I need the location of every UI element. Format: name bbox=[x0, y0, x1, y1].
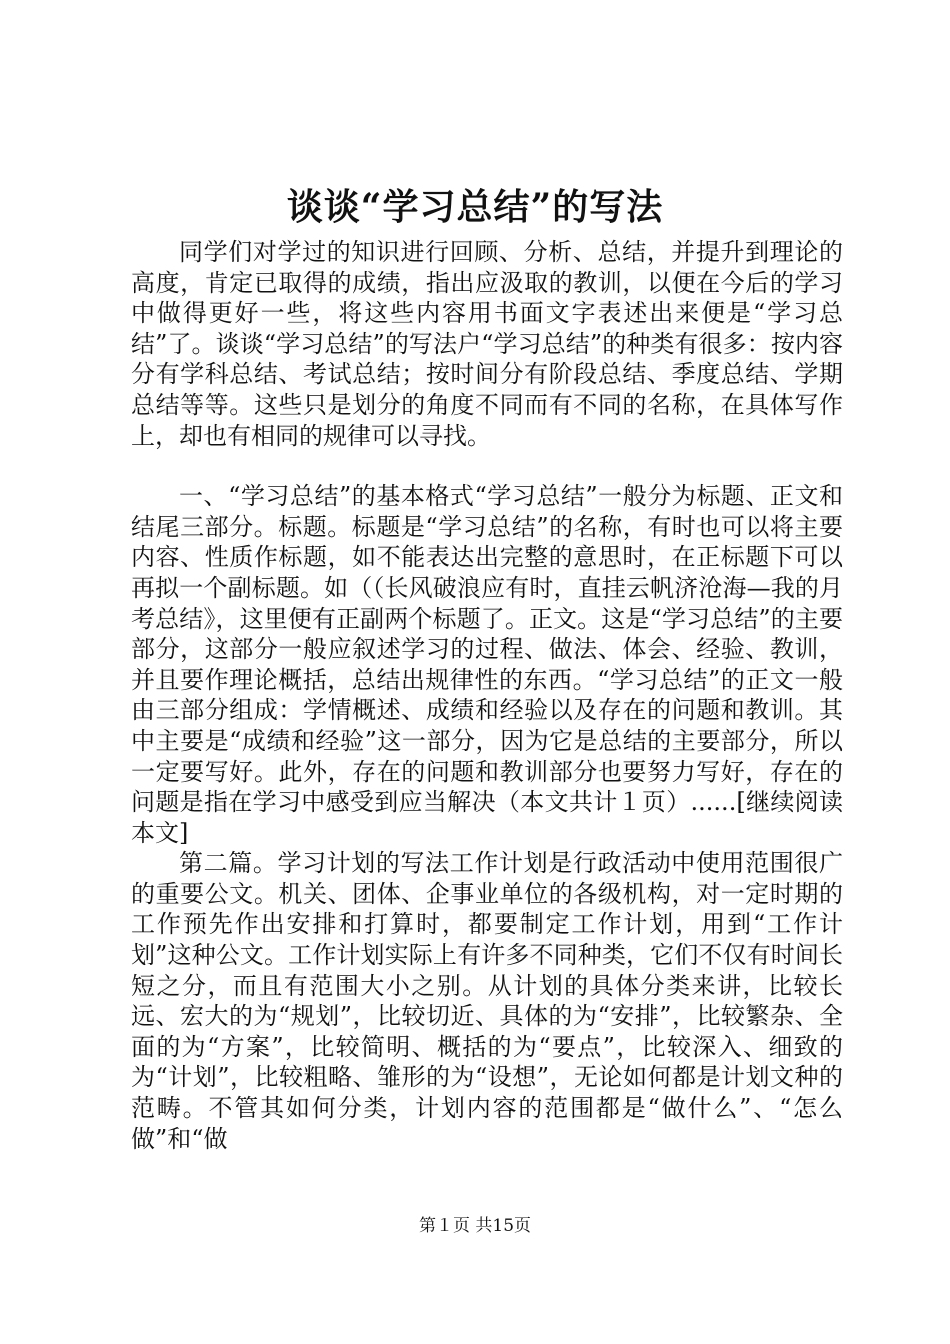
document-body bbox=[131, 237, 843, 1154]
paragraph-second-article: 第二篇。学习计划的写法工作计划是行政活动中使用范围很广的重要公文。机关、团体、企事业单位的各级机构，对一定时期的工作预先作出安排和打算时，都要制定工作计划，用到“工作计划”这种公文。工作计划实际上有许多不同种类，它们不仅有时间长短之分，而且有范围大小之别。从计划的具体分类来讲，比较长远、宏大的为“规划”，比较切近、具体的为“安排”，比较繁杂、全面的为“方案”，比较简明、概括的为“要点”，比较深入、细致的为“计划”，比较粗略、雏形的为“设想”，无论如何都是计划文种的范畴。不管其如何分类，计划内容的范围都是“做什么”、“怎么做”和“做 bbox=[131, 849, 843, 1153]
page-title: 谈谈“学习总结”的写法 bbox=[286, 186, 664, 228]
paragraph-spacer bbox=[131, 451, 843, 481]
paragraph-intro: 同学们对学过的知识进行回顾、分析、总结，并提升到理论的高度，肯定已取得的成绩，指出应汲取的教训，以便在今后的学习中做得更好一些，将这些内容用书面文字表述出来便是“学习总结”了。谈谈“学习总结”的写法户“学习总结”的种类有很多：按内容分有学科总结、考试总结；按时间分有阶段总结、季度总结、学期总结等等。这些只是划分的角度不同而有不同的名称，在具体写作上，却也有相同的规律可以寻找。 bbox=[131, 238, 843, 450]
paragraph-format: 一、“学习总结”的基本格式“学习总结”一般分为标题、正文和结尾三部分。标题。标题是“学习总结”的名称，有时也可以将主要内容、性质作标题，如不能表达出完整的意思时，在正标题下可以再拟一个副标题。如（（长风破浪应有时，直挂云帆济沧海—我的月考总结》，这里便有正副两个标题了。正文。这是“学习总结”的主要部分，这部分一般应叙述学习的过程、做法、体会、经验、教训，并且要作理论概括，总结出规律性的东西。“学习总结”的正文一般由三部分组成：学情概述、成绩和经验以及存在的问题和教训。其中主要是“成绩和经验”这一部分，因为它是总结的主要部分，所以一定要写好。此外，存在的问题和教训部分也要努力写好，存在的问题是指在学习中感受到应当解决（本文共计１页）......[继续阅读本文] bbox=[131, 482, 843, 847]
page-footer: 第１页 共15页 bbox=[418, 1216, 532, 1236]
